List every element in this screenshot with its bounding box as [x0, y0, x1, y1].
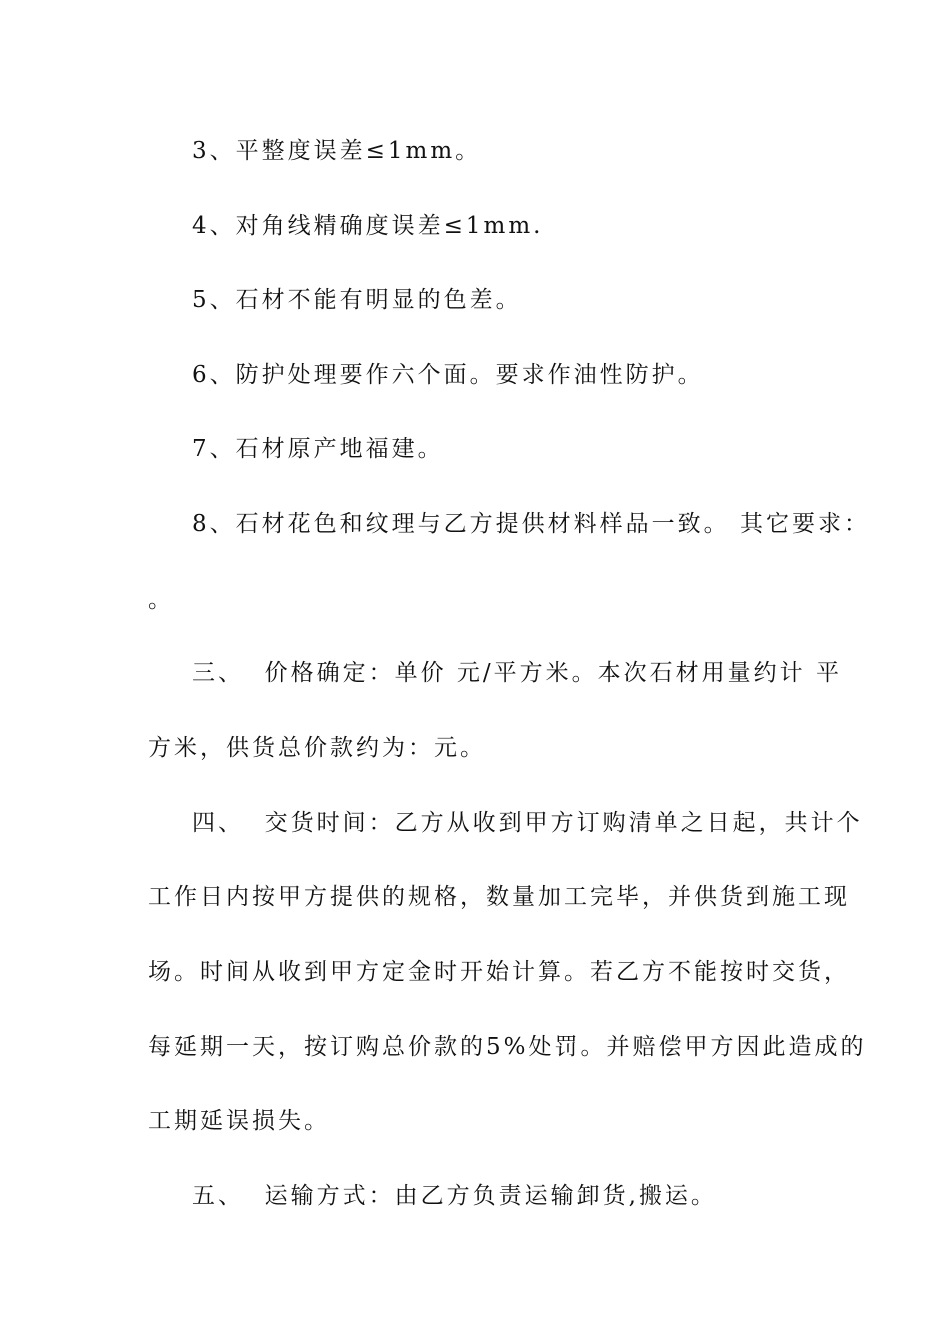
text-line-section-4-loss: 工期延误损失。 — [148, 1108, 330, 1134]
text-line-section-4-delivery: 四、 交货时间：乙方从收到甲方订购清单之日起，共计个 — [192, 810, 863, 836]
text-line-section-3-total: 方米，供货总价款约为：元。 — [148, 735, 486, 761]
text-line-section-5-transport: 五、 运输方式：由乙方负责运输卸货,搬运。 — [192, 1183, 717, 1209]
text-line-section-4-timing: 场。时间从收到甲方定金时开始计算。若乙方不能按时交货， — [148, 959, 850, 985]
text-line-other-requirements-end: 。 — [148, 587, 174, 613]
text-line-section-4-workdays: 工作日内按甲方提供的规格，数量加工完毕，并供货到施工现 — [148, 884, 850, 910]
text-line-requirement-7: 7、石材原产地福建。 — [192, 436, 444, 462]
text-line-requirement-4: 4、对角线精确度误差≤1mm. — [192, 213, 544, 239]
text-line-requirement-3: 3、平整度误差≤1mm。 — [192, 138, 482, 164]
text-line-requirement-8: 8、石材花色和纹理与乙方提供材料样品一致。 其它要求： — [192, 511, 870, 537]
text-line-requirement-5: 5、石材不能有明显的色差。 — [192, 287, 522, 313]
text-line-section-4-penalty: 每延期一天，按订购总价款的5%处罚。并赔偿甲方因此造成的 — [148, 1034, 867, 1060]
text-line-section-3-price: 三、 价格确定：单价 元/平方米。本次石材用量约计 平 — [192, 660, 842, 686]
text-line-requirement-6: 6、防护处理要作六个面。要求作油性防护。 — [192, 362, 704, 388]
